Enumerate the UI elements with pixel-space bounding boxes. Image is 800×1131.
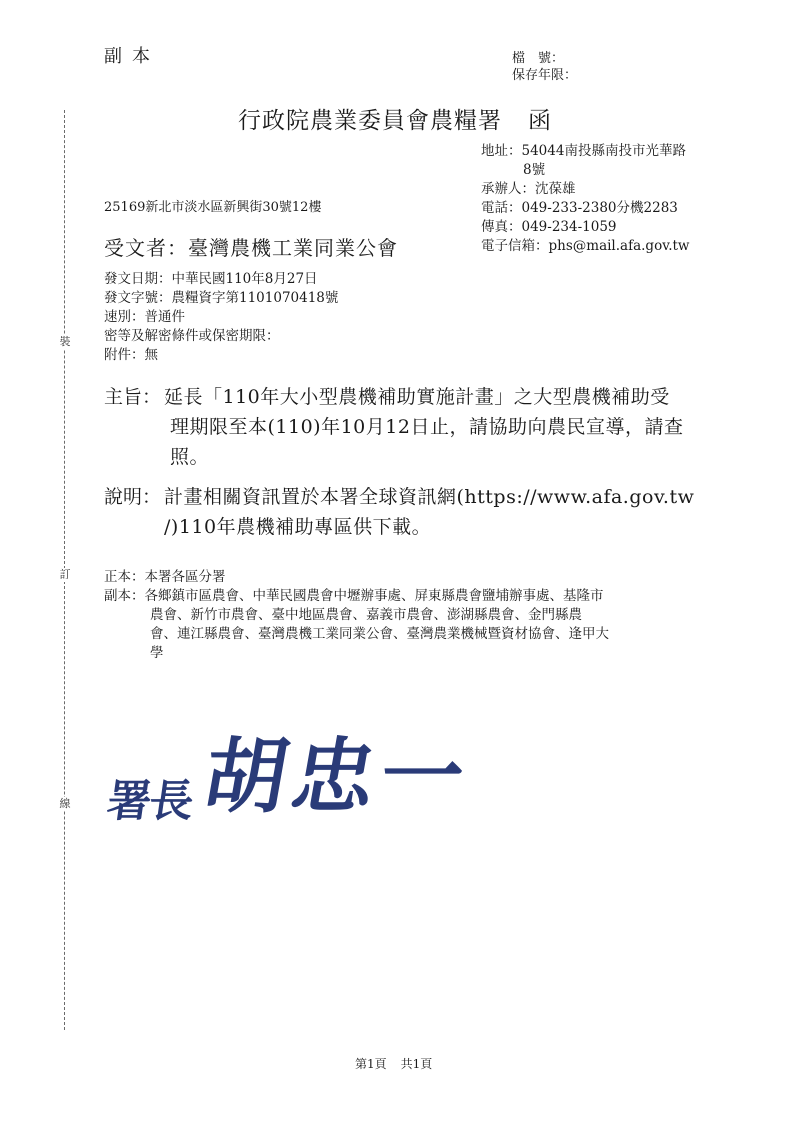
meta-block — [104, 270, 338, 365]
issue-date: 發文日期：中華民國110年8月27日 — [104, 271, 318, 287]
page-number: 第1頁 — [355, 1057, 387, 1071]
fax: 傳真：049-234-1059 — [481, 219, 617, 235]
cc-line1: 副本：各鄉鎮市區農會、中華民國農會中壢辦事處、屏東縣農會鹽埔辦事處、基隆市 — [104, 588, 604, 604]
address-line2: 8號 — [523, 162, 546, 178]
page-total: 共1頁 — [400, 1057, 433, 1071]
explanation-label: 說明： — [104, 486, 162, 508]
secrecy: 密等及解密條件或保密期限： — [104, 328, 280, 344]
speed: 速別：普通件 — [104, 309, 185, 325]
phone: 電話：049-233-2380分機2283 — [481, 200, 678, 216]
subject-line3: 照。 — [170, 446, 210, 468]
binding-mark-bottom: 線 — [57, 797, 73, 811]
retention-label: 保存年限： — [512, 68, 578, 83]
distribution-block — [104, 568, 609, 663]
recipient: 受文者：臺灣農機工業同業公會 — [104, 236, 398, 260]
file-number-label: 檔 號： — [512, 51, 565, 66]
explanation-body — [164, 482, 774, 542]
recipient-address: 25169新北市淡水區新興街30號12樓 — [104, 200, 322, 215]
address-row — [481, 142, 721, 161]
agency-title — [238, 102, 552, 135]
agency-name: 行政院農業委員會農糧署 — [238, 108, 502, 134]
doc-kind: 函 — [528, 108, 552, 134]
attachment: 附件：無 — [104, 347, 158, 363]
subject-line1: 延長「110年大小型農機補助實施計畫」之大型農機補助受 — [164, 386, 670, 408]
doc-number: 發文字號：農糧資字第1101070418號 — [104, 290, 339, 306]
subject-body — [164, 382, 774, 472]
director-signature — [103, 712, 478, 829]
page-footer — [355, 1055, 446, 1072]
cc-line2: 農會、新竹市農會、臺中地區農會、嘉義市農會、澎湖縣農會、金門縣農 — [150, 607, 582, 623]
cc-line3: 會、連江縣農會、臺灣農機工業同業公會、臺灣農業機械暨資材協會、逢甲大 — [150, 626, 609, 642]
signature-name: 胡忠一 — [196, 730, 478, 825]
cc-line4: 學 — [150, 645, 164, 661]
subject-label: 主旨： — [104, 386, 162, 408]
archive-info — [512, 50, 577, 84]
handler: 承辦人：沈葆雄 — [481, 181, 576, 197]
explanation-line1: 計畫相關資訊置於本署全球資訊網(https://www.afa.gov.tw — [164, 486, 695, 508]
subject-line2: 理期限至本(110)年10月12日止，請協助向農民宣導，請查 — [170, 416, 684, 438]
address-label: 地址： — [481, 143, 522, 159]
binding-mark-top: 裝 — [57, 335, 73, 349]
email: 電子信箱：phs@mail.afa.gov.tw — [481, 238, 690, 254]
main-copy: 正本：本署各區分署 — [104, 569, 226, 585]
binding-mark-middle: 訂 — [57, 568, 73, 582]
explanation-line2: /)110年農機補助專區供下載。 — [164, 516, 432, 538]
contact-block — [481, 142, 721, 256]
copy-mark: 副本 — [104, 46, 160, 67]
signature-title: 署長 — [103, 776, 195, 827]
address-line1: 54044南投縣南投市光華路 — [521, 143, 686, 159]
